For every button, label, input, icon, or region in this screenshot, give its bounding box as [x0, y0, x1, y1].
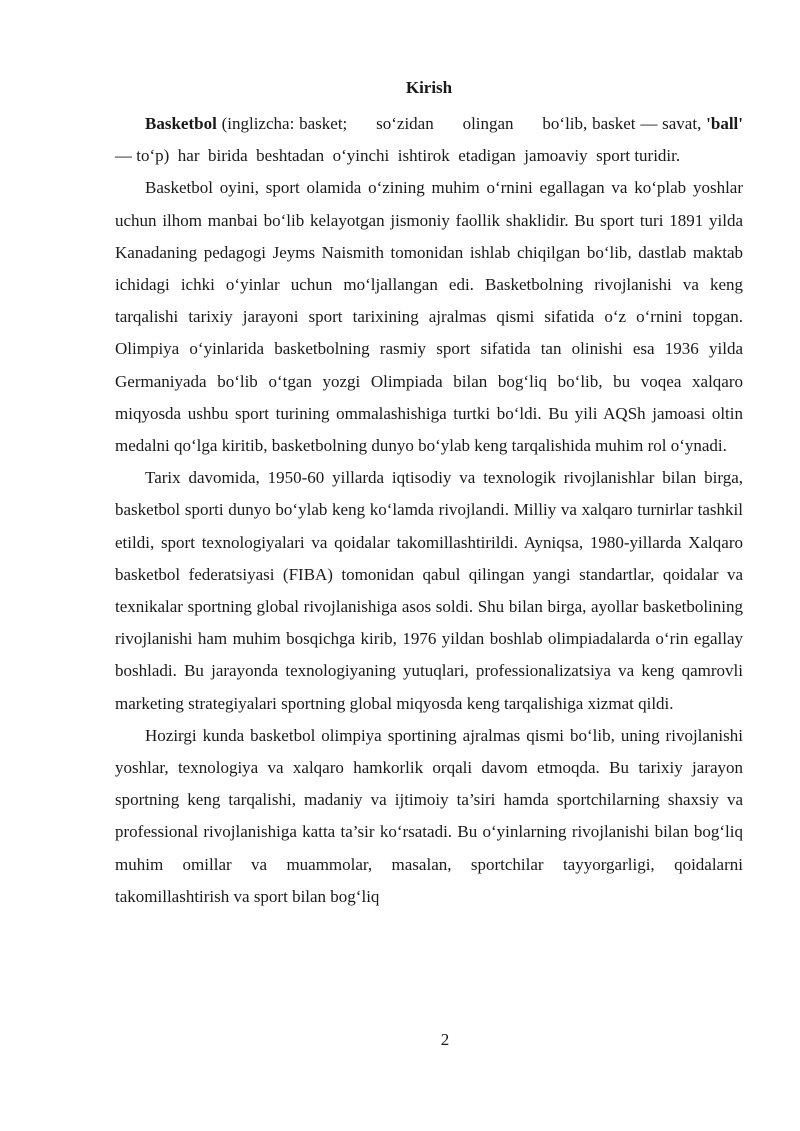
body-paragraph-2: Tarix davomida, 1950-60 yillarda iqtisodiy va texnologik rivojlanishlar bilan birga, basketbol sporti dunyo bo‘ylab keng ko‘lamda rivojlandi. Milliy va xalqaro turnirlar tashkil etildi, sport texnologiyalari va qoidalar takomillashtirildi. Ayniqsa, 1980-yillarda Xalqaro basketbol federatsiyasi (FIBA) tomonidan qabul qilingan yangi standartlar, qoidalar va texnikalar sportning global rivojlanishiga asos soldi. Shu bilan birga, ayollar basketbolining rivojlanishi ham muhim bosqichga kirib, 1976 yildan boshlab olimpiadalarda o‘rin egallay boshladi. Bu jarayonda texnologiyaning yutuqlari, professionalizatsiya va keng qamrovli marketing strategiyalari sportning global miqyosda keng tarqalishiga xizmat qildi. [115, 468, 743, 713]
intro-term: Basketbol [145, 114, 217, 133]
intro-text-1: (inglizcha: basket; so‘zidan olingan bo‘lib, basket — savat, [216, 114, 707, 133]
body-paragraph-1: Basketbol oyini, sport olamida o‘zining muhim o‘rnini egallagan va ko‘plab yoshlar uchun ilhom manbai bo‘lib kelayotgan jismoniy faollik shaklidir. Bu sport turi 1891 yilda Kanadaning pedagogi Jeyms Naismith tomonidan ishlab chiqilgan bo‘lib, dastlab maktab ichidagi ichki o‘yinlar uchun mo‘ljallangan edi. Basketbolning rivojlanishi va keng tarqalishi tarixiy jarayoni sport tarixining ajralmas qismi sifatida o‘z o‘rnini topgan. Olimpiya o‘yinlarida basketbolning rasmiy sport sifatida tan olinishi esa 1936 yilda Germaniyada bo‘lib o‘tgan yozgi Olimpiada bilan bog‘liq bo‘lib, bu voqea xalqaro miqyosda ushbu sport turining ommalashishiga turtki bo‘ldi. Bu yili AQSh jamoasi oltin medalni qo‘lga kiritib, basketbolning dunyo bo‘ylab keng tarqalishida muhim rol o‘ynadi. [115, 178, 743, 456]
intro-paragraph [115, 108, 748, 172]
body-paragraph-3: Hozirgi kunda basketbol olimpiya sportining ajralmas qismi bo‘lib, uning rivojlanishi yoshlar, texnologiya va xalqaro hamkorlik orqali davom etmoqda. Bu tarixiy jarayon sportning keng tarqalishi, madaniy va ijtimoiy ta’siri hamda sportchilarning shaxsiy va professional rivojlanishiga katta ta’sir ko‘rsatadi. Bu o‘yinlarning rivojlanishi bilan bog‘liq muhim omillar va muammolar, masalan, sportchilar tayyorgarligi, qoidalarni takomillashtirish va sport bilan bog‘liq [115, 725, 743, 906]
intro-word: 'ball' [706, 114, 743, 133]
section-heading: Kirish [405, 78, 453, 97]
page-number: 2 [440, 1030, 450, 1049]
page-content [115, 76, 748, 913]
intro-text-2: — to‘p) har birida beshtadan o‘yinchi ishtirok etadigan jamoaviy sport turidir. [115, 114, 748, 166]
